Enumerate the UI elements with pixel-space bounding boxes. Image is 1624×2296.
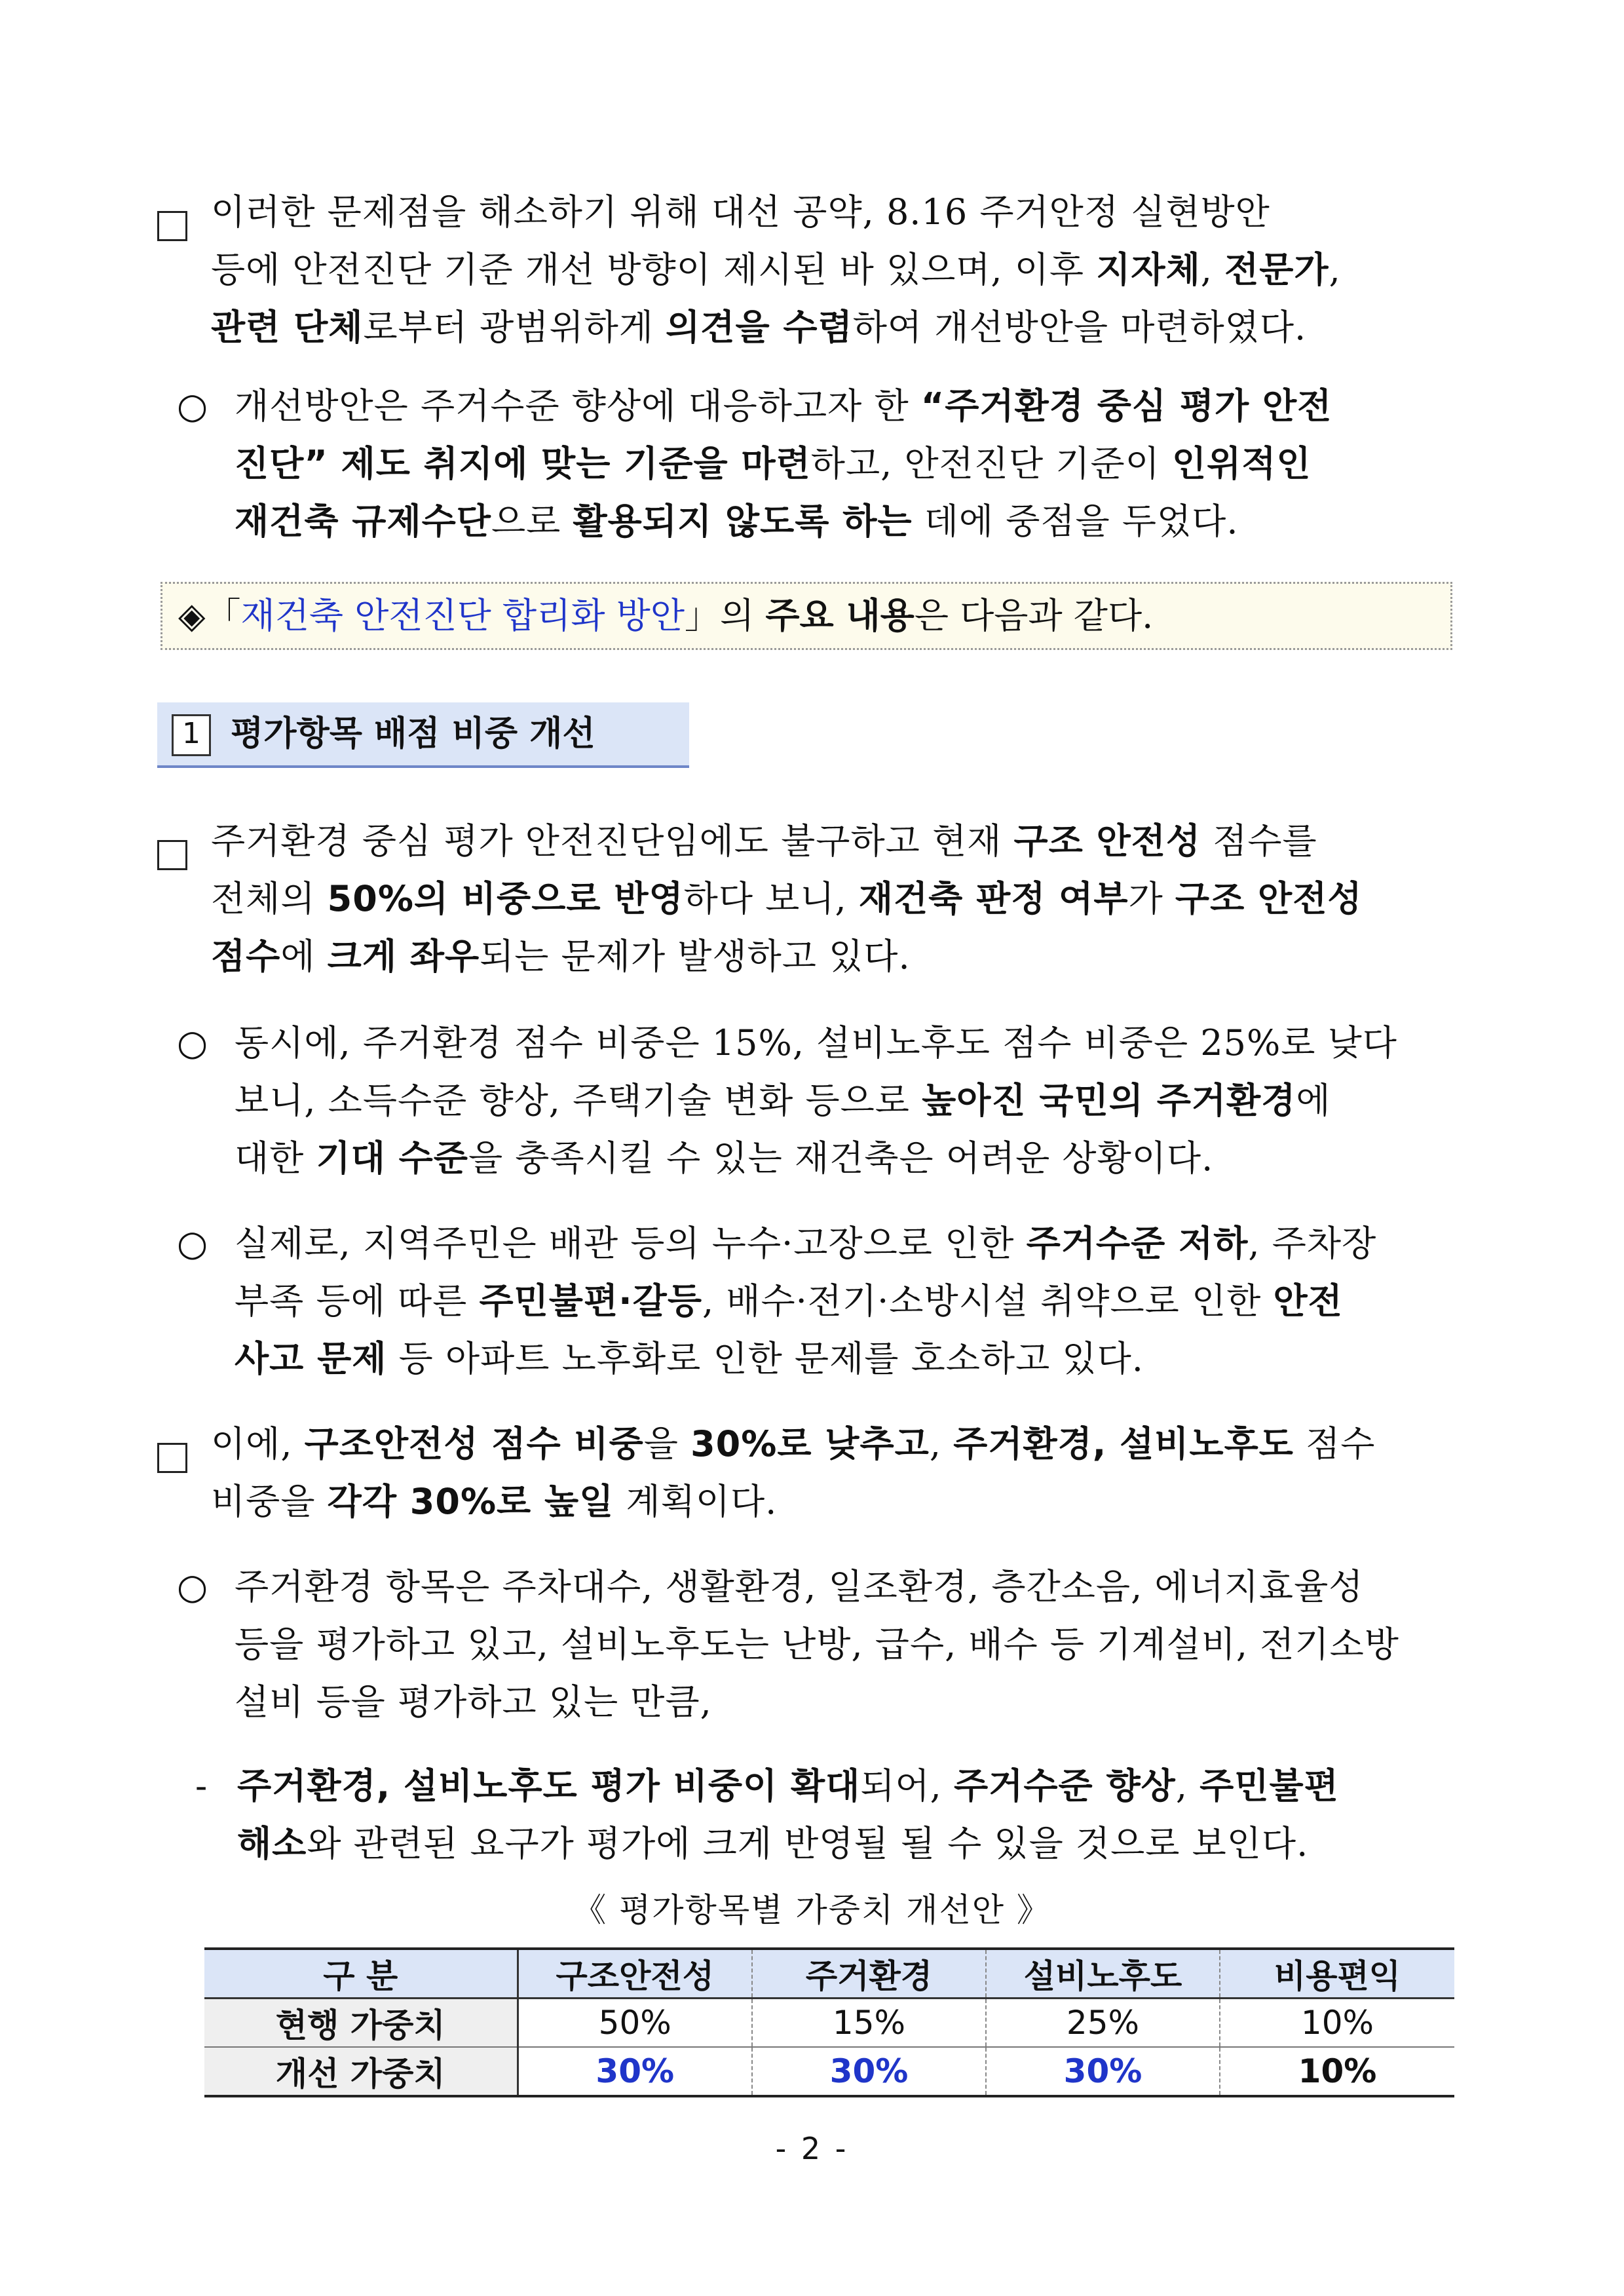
paragraph-2-sub-1 bbox=[177, 1014, 1397, 1187]
paragraph-1-line-1: 이러한 문제점을 해소하기 위해 대선 공약, 8.16 주거안정 실현방안 bbox=[211, 191, 1270, 233]
table-row bbox=[204, 1999, 1454, 2048]
dash-bullet: - bbox=[195, 1765, 208, 1807]
table-cell: 30% bbox=[518, 2047, 752, 2096]
paragraph-3-sub-line-3: 설비 등을 평가하고 있는 만큼, bbox=[235, 1681, 712, 1723]
paragraph-3 bbox=[157, 1415, 1375, 1531]
paragraph-1-line-2: 등에 안전진단 기준 개선 방향이 제시된 바 있으며, 이후 지자체, 전문가, bbox=[211, 249, 1341, 290]
paragraph-2-line-1: 주거환경 중심 평가 안전진단임에도 불구하고 현재 구조 안전성 점수를 bbox=[211, 820, 1317, 862]
paragraph-1-line-3: 관련 단체로부터 광범위하게 의견을 수렴하여 개선방안을 마련하였다. bbox=[211, 307, 1307, 348]
paragraph-2-sub-2 bbox=[177, 1215, 1376, 1388]
paragraph-3-dash-line-2: 해소와 관련된 요구가 평가에 크게 반영될 될 수 있을 것으로 보인다. bbox=[237, 1823, 1309, 1864]
header-cost-benefit: 비용편익 bbox=[1220, 1949, 1454, 1999]
paragraph-3-sub bbox=[177, 1558, 1399, 1731]
paragraph-1-sub bbox=[177, 377, 1332, 550]
paragraph-2-sub-2-line-2: 부족 등에 따른 주민불편·갈등, 배수·전기·소방시설 취약으로 인한 안전 bbox=[235, 1280, 1343, 1322]
section-number: 1 bbox=[172, 714, 211, 756]
paragraph-3-line-2: 비중을 각각 30%로 높일 계획이다. bbox=[211, 1481, 778, 1522]
paragraph-3-dash bbox=[195, 1757, 1339, 1873]
paragraph-3-sub-line-2: 등을 평가하고 있고, 설비노후도는 난방, 급수, 배수 등 기계설비, 전기소방 bbox=[235, 1624, 1399, 1665]
circle-bullet: ○ bbox=[177, 1022, 209, 1063]
paragraph-3-sub-line-1: 주거환경 항목은 주차대수, 생활환경, 일조환경, 층간소음, 에너지효율성 bbox=[235, 1566, 1364, 1607]
page-number: - 2 - bbox=[775, 2131, 849, 2166]
header-category: 구 분 bbox=[204, 1949, 518, 1999]
paragraph-1-sub-line-1: 개선방안은 주거수준 향상에 대응하고자 한 “주거환경 중심 평가 안전 bbox=[235, 385, 1332, 427]
table-cell: 25% bbox=[986, 1999, 1220, 2048]
paragraph-1 bbox=[157, 183, 1341, 356]
header-facility-aging: 설비노후도 bbox=[986, 1949, 1220, 1999]
paragraph-1-sub-line-2: 진단” 제도 취지에 맞는 기준을 마련하고, 안전진단 기준이 인위적인 bbox=[235, 443, 1312, 484]
table-row bbox=[204, 2047, 1454, 2096]
header-structural-safety: 구조안전성 bbox=[518, 1949, 752, 1999]
paragraph-2-sub-1-line-2: 보니, 소득수준 향상, 주택기술 변화 등으로 높아진 국민의 주거환경에 bbox=[235, 1080, 1331, 1121]
paragraph-2-line-3: 점수에 크게 좌우되는 문제가 발생하고 있다. bbox=[211, 936, 911, 977]
paragraph-2 bbox=[157, 813, 1363, 985]
table-cell: 30% bbox=[986, 2047, 1220, 2096]
header-residential-environment: 주거환경 bbox=[752, 1949, 986, 1999]
table-header-row bbox=[204, 1949, 1454, 1999]
section-heading bbox=[157, 702, 689, 768]
table-cell: 10% bbox=[1220, 1999, 1454, 2048]
table-cell: 30% bbox=[752, 2047, 986, 2096]
paragraph-3-dash-line-1: 주거환경, 설비노후도 평가 비중이 확대되어, 주거수준 향상, 주민불편 bbox=[237, 1765, 1339, 1807]
plan-title: 재건축 안전진단 합리화 방안 bbox=[240, 595, 685, 636]
square-box-icon bbox=[157, 1430, 187, 1487]
paragraph-2-sub-1-line-1: 동시에, 주거환경 점수 비중은 15%, 설비노후도 점수 비중은 25%로 낮다 bbox=[235, 1022, 1397, 1063]
paragraph-3-line-1: 이에, 구조안전성 점수 비중을 30%로 낮추고, 주거환경, 설비노후도 점수 bbox=[211, 1423, 1376, 1464]
section-title: 평가항목 배점 비중 개선 bbox=[231, 714, 595, 754]
summary-highlight-box: ◈「재건축 안전진단 합리화 방안」의 주요 내용은 다음과 같다. bbox=[161, 582, 1452, 650]
circle-bullet: ○ bbox=[177, 1566, 209, 1607]
paragraph-2-sub-2-line-3: 사고 문제 등 아파트 노후화로 인한 문제를 호소하고 있다. bbox=[235, 1338, 1144, 1379]
row-label-current: 현행 가중치 bbox=[204, 1999, 518, 2048]
table-caption: 《 평가항목별 가중치 개선안 》 bbox=[573, 1891, 1051, 1929]
paragraph-2-line-2: 전체의 50%의 비중으로 반영하다 보니, 재건축 판정 여부가 구조 안전성 bbox=[211, 878, 1363, 919]
circle-bullet: ○ bbox=[177, 385, 209, 427]
paragraph-1-sub-line-3: 재건축 규제수단으로 활용되지 않도록 하는 데에 중점을 두었다. bbox=[235, 501, 1239, 542]
table-cell: 10% bbox=[1220, 2047, 1454, 2096]
table-cell: 15% bbox=[752, 1999, 986, 2048]
table-cell: 50% bbox=[518, 1999, 752, 2048]
square-box-icon bbox=[157, 198, 187, 256]
circle-bullet: ○ bbox=[177, 1223, 209, 1264]
weights-table bbox=[204, 1947, 1454, 2097]
paragraph-2-sub-2-line-1: 실제로, 지역주민은 배관 등의 누수·고장으로 인한 주거수준 저하, 주차장 bbox=[235, 1223, 1377, 1264]
row-label-improved: 개선 가중치 bbox=[204, 2047, 518, 2096]
square-box-icon bbox=[157, 827, 187, 885]
diamond-icon: ◈ bbox=[178, 595, 206, 636]
paragraph-2-sub-1-line-3: 대한 기대 수준을 충족시킬 수 있는 재건축은 어려운 상황이다. bbox=[235, 1138, 1214, 1179]
